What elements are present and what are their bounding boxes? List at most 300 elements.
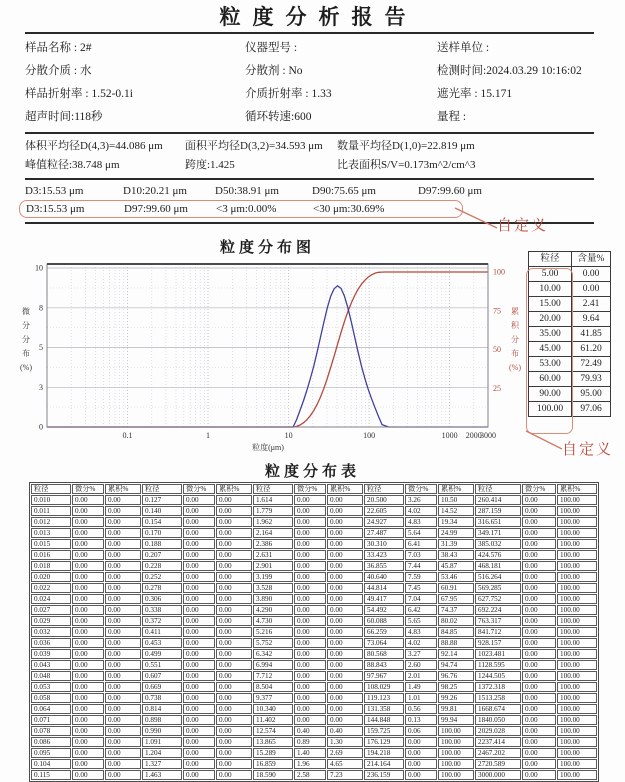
dist-table-row (31, 704, 597, 714)
dist-table-cell: 7.44 (405, 561, 437, 571)
dist-table-cell: 2.01 (405, 671, 437, 681)
dist-table-cell: 0.058 (31, 693, 71, 703)
dist-table-cell: 0.00 (105, 770, 141, 780)
dist-table-cell: 100.00 (557, 506, 597, 516)
dist-table-cell: 0.00 (294, 682, 326, 692)
dist-table-cell: 30.310 (364, 539, 404, 549)
summary-stats-grid (25, 137, 615, 175)
dist-table-cell: 0.00 (72, 638, 104, 648)
dist-table-cell: 100.00 (557, 495, 597, 505)
dist-table-header: 累积% (105, 484, 141, 494)
summary-item: 体积平均径D(4,3)=44.086 μm (25, 140, 163, 152)
dist-table-cell: 0.00 (405, 770, 437, 780)
dist-table-cell: 0.00 (183, 627, 215, 637)
side-table-cell: 41.85 (572, 327, 611, 342)
svg-text:2000: 2000 (465, 431, 482, 440)
dist-table-cell: 928.157 (475, 638, 521, 648)
dist-table-cell: 16.859 (253, 759, 293, 769)
dist-table-row (31, 671, 597, 681)
dist-table-cell: 0.00 (183, 693, 215, 703)
dist-table-cell: 0.00 (294, 649, 326, 659)
dist-table-cell: 33.423 (364, 550, 404, 560)
dist-table-cell: 100.00 (557, 550, 597, 560)
dist-table-cell: 0.00 (72, 583, 104, 593)
dist-table-cell: 0.00 (72, 627, 104, 637)
dist-table-cell: 0.064 (31, 704, 71, 714)
dist-table-cell: 0.00 (522, 550, 556, 560)
dist-table-header: 微分% (72, 484, 104, 494)
dist-table-cell: 3000.000 (475, 770, 521, 780)
dist-table-cell: 0.018 (31, 561, 71, 571)
dist-table-cell: 0.00 (105, 638, 141, 648)
dist-table-row (31, 715, 597, 725)
dist-table-cell: 0.00 (105, 517, 141, 527)
dist-table-cell: 0.010 (31, 495, 71, 505)
dist-table-cell: 0.00 (183, 715, 215, 725)
dist-table-cell: 0.669 (142, 682, 182, 692)
dist-table-header: 累积% (327, 484, 363, 494)
dist-table-cell: 100.00 (557, 616, 597, 626)
dist-table-cell: 0.020 (31, 572, 71, 582)
dist-table-cell: 0.990 (142, 726, 182, 736)
dist-table-cell: 100.00 (557, 660, 597, 670)
dist-table-cell: 627.752 (475, 594, 521, 604)
info-item: 遮光率 : 15.171 (437, 88, 513, 100)
dist-table-cell: 2.69 (327, 748, 363, 758)
dist-table-cell: 100.00 (557, 726, 597, 736)
dist-table-cell: 0.00 (522, 572, 556, 582)
dist-table-cell: 100.00 (557, 715, 597, 725)
dist-table-cell: 0.00 (72, 495, 104, 505)
dist-table-cell: 0.00 (216, 660, 252, 670)
dist-table-cell: 0.00 (327, 715, 363, 725)
dist-table-cell: 3.199 (253, 572, 293, 582)
dist-table-cell: 14.52 (438, 506, 474, 516)
dist-table-cell: 0.00 (216, 528, 252, 538)
dist-table-cell: 5.64 (405, 528, 437, 538)
dist-table-cell: 0.00 (183, 671, 215, 681)
dist-table-cell: 763.317 (475, 616, 521, 626)
dist-table-cell: 0.00 (327, 572, 363, 582)
svg-text:3000: 3000 (480, 431, 496, 440)
dist-table-cell: 0.00 (183, 594, 215, 604)
dist-table-cell: 13.865 (253, 737, 293, 747)
side-table-cell: 0.00 (572, 267, 611, 282)
svg-text:分: 分 (22, 335, 30, 344)
dist-table-cell: 0.140 (142, 506, 182, 516)
dist-table-cell: 385.032 (475, 539, 521, 549)
dist-table-header: 粒径 (31, 484, 71, 494)
dist-table-cell: 0.00 (105, 682, 141, 692)
dist-table-cell: 0.00 (72, 572, 104, 582)
dist-table-cell: 0.00 (327, 506, 363, 516)
dist-table-header: 粒径 (364, 484, 404, 494)
dist-table-cell: 0.00 (183, 616, 215, 626)
dist-table-cell: 0.00 (294, 539, 326, 549)
dist-table-cell: 60.088 (364, 616, 404, 626)
info-item: 超声时间:118秒 (25, 111, 103, 123)
dist-table-cell: 2.58 (294, 770, 326, 780)
dist-table-cell: 2029.028 (475, 726, 521, 736)
custom-annotation-label: 自定义 (497, 218, 549, 234)
dist-table-cell: 100.00 (557, 671, 597, 681)
dist-table-cell: 0.00 (72, 748, 104, 758)
dist-table-cell: 2.631 (253, 550, 293, 560)
dist-table-cell: 0.00 (405, 759, 437, 769)
dist-table-cell: 0.00 (72, 715, 104, 725)
dist-table-cell: 2.386 (253, 539, 293, 549)
dist-table-cell: 176.129 (364, 737, 404, 747)
svg-text:10: 10 (35, 263, 43, 273)
dist-table-cell: 6.994 (253, 660, 293, 670)
dist-table-cell: 214.164 (364, 759, 404, 769)
dist-table-cell: 0.228 (142, 561, 182, 571)
dist-table-cell: 100.00 (557, 737, 597, 747)
dist-table-cell: 236.159 (364, 770, 404, 780)
dist-table-cell: 0.00 (522, 682, 556, 692)
dist-table-cell: 0.036 (31, 638, 71, 648)
dist-table-cell: 100.00 (557, 748, 597, 758)
dist-table-cell: 100.00 (438, 737, 474, 747)
dist-table-cell: 0.89 (294, 737, 326, 747)
dist-table-cell: 12.574 (253, 726, 293, 736)
dist-table-cell: 0.00 (294, 506, 326, 516)
dist-table-cell: 100.00 (557, 539, 597, 549)
dist-table-row (31, 693, 597, 703)
dist-table-cell: 0.00 (105, 572, 141, 582)
dist-table-cell: 6.342 (253, 649, 293, 659)
dist-table-cell: 316.651 (475, 517, 521, 527)
dist-table-cell: 53.46 (438, 572, 474, 582)
dist-table-cell: 0.411 (142, 627, 182, 637)
dist-table-cell: 0.00 (216, 583, 252, 593)
dist-table-cell: 0.00 (216, 506, 252, 516)
dist-table-cell: 5.752 (253, 638, 293, 648)
side-table-header-row (529, 252, 611, 267)
dist-table-cell: 36.855 (364, 561, 404, 571)
dist-table-cell: 73.064 (364, 638, 404, 648)
dist-table-cell: 0.00 (216, 682, 252, 692)
dist-table-cell: 0.016 (31, 550, 71, 560)
dist-table-cell: 0.00 (216, 726, 252, 736)
dist-table-cell: 159.725 (364, 726, 404, 736)
dist-table-cell: 5.65 (405, 616, 437, 626)
dist-table-row (31, 682, 597, 692)
dist-table-cell: 0.00 (405, 748, 437, 758)
dist-table-cell: 0.207 (142, 550, 182, 560)
svg-text:布: 布 (22, 349, 30, 358)
dist-table-cell: 0.00 (72, 517, 104, 527)
dist-table-cell: 0.453 (142, 638, 182, 648)
d-value: D3:15.53 μm (25, 185, 84, 197)
dist-table-cell: 0.00 (294, 594, 326, 604)
dist-table-row (31, 528, 597, 538)
dist-table-cell: 66.259 (364, 627, 404, 637)
dist-table-cell: 0.00 (72, 506, 104, 516)
dist-table-cell: 0.00 (294, 715, 326, 725)
dist-table-cell: 0.095 (31, 748, 71, 758)
svg-text:布: 布 (511, 349, 519, 358)
dist-table-cell: 27.487 (364, 528, 404, 538)
dist-table-cell: 2.164 (253, 528, 293, 538)
dist-table-cell: 0.00 (183, 649, 215, 659)
dist-table-cell: 0.00 (216, 616, 252, 626)
dist-table-cell: 0.00 (522, 660, 556, 670)
dist-table-cell: 0.027 (31, 605, 71, 615)
dist-table-cell: 0.013 (31, 528, 71, 538)
dist-table-row (31, 605, 597, 615)
dist-table-cell: 108.029 (364, 682, 404, 692)
side-table-header: 粒径 (529, 252, 572, 267)
dist-table-cell: 100.00 (557, 682, 597, 692)
dist-table-cell: 99.94 (438, 715, 474, 725)
svg-text:1000: 1000 (441, 431, 458, 440)
dist-table-cell: 0.00 (327, 682, 363, 692)
dist-table-row (31, 759, 597, 769)
dist-table-header: 微分% (294, 484, 326, 494)
dist-table-cell: 4.83 (405, 627, 437, 637)
dist-table-cell: 0.00 (327, 539, 363, 549)
dist-table-cell: 0.00 (105, 528, 141, 538)
dist-table-header: 微分% (183, 484, 215, 494)
dist-table-cell: 0.00 (72, 671, 104, 681)
dist-table-cell: 94.74 (438, 660, 474, 670)
dist-table-cell: 0.00 (216, 550, 252, 560)
dist-table-cell: 0.00 (72, 594, 104, 604)
dist-table-cell: 100.00 (557, 704, 597, 714)
dist-table-cell: 0.00 (72, 682, 104, 692)
dist-table-cell: 7.712 (253, 671, 293, 681)
dist-table-cell: 0.00 (72, 616, 104, 626)
dist-table-cell: 0.00 (216, 561, 252, 571)
dist-table-cell: 100.00 (557, 561, 597, 571)
dist-table-cell: 0.024 (31, 594, 71, 604)
dist-table-cell: 0.00 (327, 704, 363, 714)
side-table-cell: 97.06 (572, 402, 611, 417)
dist-table-cell: 0.00 (327, 649, 363, 659)
d-values-row (25, 185, 615, 198)
dist-table-row (31, 550, 597, 560)
dist-table-header: 微分% (405, 484, 437, 494)
dist-table-cell: 0.00 (105, 539, 141, 549)
dist-table-cell: 0.00 (105, 726, 141, 736)
side-table-cell: 90.00 (529, 387, 572, 402)
dist-table-row (31, 627, 597, 637)
side-table-cell: 72.49 (572, 357, 611, 372)
dist-table-cell: 45.87 (438, 561, 474, 571)
custom-values-section (0, 200, 625, 234)
dist-table-cell: 3.890 (253, 594, 293, 604)
dist-table-cell: 38.43 (438, 550, 474, 560)
dist-table-cell: 7.03 (405, 550, 437, 560)
dist-table-cell: 88.843 (364, 660, 404, 670)
dist-table-cell: 100.00 (557, 649, 597, 659)
dist-table-cell: 100.00 (557, 627, 597, 637)
dist-table-cell: 9.377 (253, 693, 293, 703)
dist-table-cell: 1840.050 (475, 715, 521, 725)
dist-table-header-row (31, 484, 597, 494)
dist-table-cell: 0.00 (183, 660, 215, 670)
dist-table-cell: 0.00 (105, 616, 141, 626)
dist-table-cell: 0.00 (105, 605, 141, 615)
dist-table-cell: 0.00 (216, 627, 252, 637)
info-item: 循环转速:600 (245, 111, 312, 123)
dist-table-cell: 0.738 (142, 693, 182, 703)
dist-table-row (31, 616, 597, 626)
dist-table-cell: 0.00 (183, 495, 215, 505)
dist-table-cell: 100.00 (557, 517, 597, 527)
dist-table-cell: 54.492 (364, 605, 404, 615)
dist-table-cell: 0.00 (294, 671, 326, 681)
svg-text:累: 累 (511, 307, 519, 316)
dist-table-cell: 0.00 (105, 704, 141, 714)
dist-table-cell: 3.528 (253, 583, 293, 593)
summary-item: 比表面积S/V=0.173m^2/cm^3 (337, 159, 476, 171)
dist-table-header: 粒径 (475, 484, 521, 494)
dist-table-cell: 0.00 (105, 671, 141, 681)
dist-table-cell: 100.00 (557, 638, 597, 648)
dist-table-cell: 0.00 (183, 704, 215, 714)
dist-table-cell: 0.00 (183, 583, 215, 593)
dist-table-cell: 0.00 (105, 627, 141, 637)
dist-table-cell: 0.00 (216, 748, 252, 758)
dist-table-cell: 0.022 (31, 583, 71, 593)
info-item: 介质折射率 : 1.33 (245, 88, 332, 100)
dist-table-cell: 19.34 (438, 517, 474, 527)
dist-table-cell: 18.590 (253, 770, 293, 780)
dist-table-cell: 1668.674 (475, 704, 521, 714)
svg-text:100: 100 (363, 431, 376, 440)
dist-table-row (31, 649, 597, 659)
dist-table-cell: 100.00 (557, 572, 597, 582)
dist-table-row (31, 561, 597, 571)
dist-table-cell: 1.091 (142, 737, 182, 747)
dist-table-cell: 0.00 (72, 737, 104, 747)
dist-table-cell: 841.712 (475, 627, 521, 637)
dist-table-cell: 7.59 (405, 572, 437, 582)
dist-table-cell: 0.00 (216, 693, 252, 703)
dist-table-cell: 0.00 (405, 737, 437, 747)
distribution-table (29, 482, 599, 782)
dist-table-cell: 0.00 (522, 583, 556, 593)
divider-line (25, 32, 594, 34)
dist-table-cell: 22.605 (364, 506, 404, 516)
svg-text:分: 分 (511, 335, 519, 344)
dist-table-cell: 100.00 (557, 693, 597, 703)
dist-table-cell: 0.00 (294, 638, 326, 648)
dist-table-cell: 20.500 (364, 495, 404, 505)
dist-table-cell: 0.043 (31, 660, 71, 670)
dist-table-row (31, 572, 597, 582)
dist-table-cell: 0.13 (405, 715, 437, 725)
dist-table-cell: 0.00 (294, 693, 326, 703)
dist-table-cell: 0.898 (142, 715, 182, 725)
custom-d-value: D3:15.53 μm (26, 203, 85, 215)
dist-table-cell: 99.81 (438, 704, 474, 714)
dist-table-cell: 0.00 (183, 506, 215, 516)
dist-table-cell: 0.00 (522, 594, 556, 604)
dist-table-cell: 0.188 (142, 539, 182, 549)
dist-table-cell: 100.00 (557, 770, 597, 780)
dist-table-cell: 0.00 (183, 748, 215, 758)
dist-table-row (31, 726, 597, 736)
dist-table-cell: 0.00 (327, 528, 363, 538)
dist-table-cell: 0.00 (183, 605, 215, 615)
dist-table-cell: 0.00 (522, 495, 556, 505)
dist-table-row (31, 660, 597, 670)
dist-table-cell: 0.00 (327, 616, 363, 626)
dist-table-cell: 0.00 (105, 583, 141, 593)
dist-table-cell: 0.00 (522, 528, 556, 538)
info-item: 分散剂 : No (245, 65, 303, 77)
dist-table-row (31, 583, 597, 593)
dist-table-cell: 0.00 (105, 759, 141, 769)
side-table-cell: 35.00 (529, 327, 572, 342)
dist-table-cell: 84.85 (438, 627, 474, 637)
dist-table-cell: 24.99 (438, 528, 474, 538)
dist-table-cell: 0.56 (405, 704, 437, 714)
dist-table-cell: 1128.595 (475, 660, 521, 670)
side-table-cell: 53.00 (529, 357, 572, 372)
side-table-cell: 100.00 (529, 402, 572, 417)
dist-table-cell: 0.00 (216, 594, 252, 604)
dist-table-cell: 424.576 (475, 550, 521, 560)
dist-table-cell: 0.00 (294, 627, 326, 637)
dist-table-cell: 0.078 (31, 726, 71, 736)
side-table-cell: 61.20 (572, 342, 611, 357)
dist-table-cell: 0.00 (105, 693, 141, 703)
cumulative-curve (47, 272, 488, 427)
info-item: 样品折射率 : 1.52-0.1i (25, 88, 133, 100)
summary-item: 峰值粒径:38.748 μm (25, 159, 120, 171)
dist-table-cell: 0.00 (183, 539, 215, 549)
custom-d-value: <3 μm:0.00% (216, 203, 277, 215)
dist-table-cell: 88.88 (438, 638, 474, 648)
dist-table-cell: 100.00 (438, 770, 474, 780)
svg-text:积: 积 (511, 321, 519, 330)
divider-line (25, 178, 594, 180)
dist-table-row (31, 506, 597, 516)
dist-table-cell: 7.04 (405, 594, 437, 604)
dist-table-cell: 1372.318 (475, 682, 521, 692)
dist-table-cell: 4.02 (405, 638, 437, 648)
dist-table-cell: 0.00 (105, 715, 141, 725)
dist-table-cell: 0.00 (327, 605, 363, 615)
distribution-chart-section (0, 224, 625, 458)
dist-table-cell: 100.00 (557, 528, 597, 538)
dist-table-cell: 349.171 (475, 528, 521, 538)
dist-table-cell: 0.00 (216, 715, 252, 725)
dist-table-cell: 0.00 (522, 671, 556, 681)
dist-table-cell: 0.048 (31, 671, 71, 681)
dist-table-cell: 44.814 (364, 583, 404, 593)
side-table-cell: 9.64 (572, 312, 611, 327)
dist-table-cell: 0.00 (522, 539, 556, 549)
svg-text:5: 5 (39, 343, 43, 353)
dist-table-cell: 0.00 (522, 704, 556, 714)
dist-table-cell: 0.015 (31, 539, 71, 549)
dist-table-cell: 0.00 (183, 528, 215, 538)
dist-table-cell: 100.00 (557, 583, 597, 593)
dist-table-cell: 2467.202 (475, 748, 521, 758)
dist-table-cell: 0.115 (31, 770, 71, 780)
dist-table-cell: 0.00 (216, 539, 252, 549)
dist-table-cell: 1.40 (294, 748, 326, 758)
report-title: 粒度分析报告 (219, 5, 418, 29)
dist-table-cell: 0.00 (72, 550, 104, 560)
dist-table-cell: 100.00 (438, 726, 474, 736)
side-table-header: 含量% (572, 252, 611, 267)
